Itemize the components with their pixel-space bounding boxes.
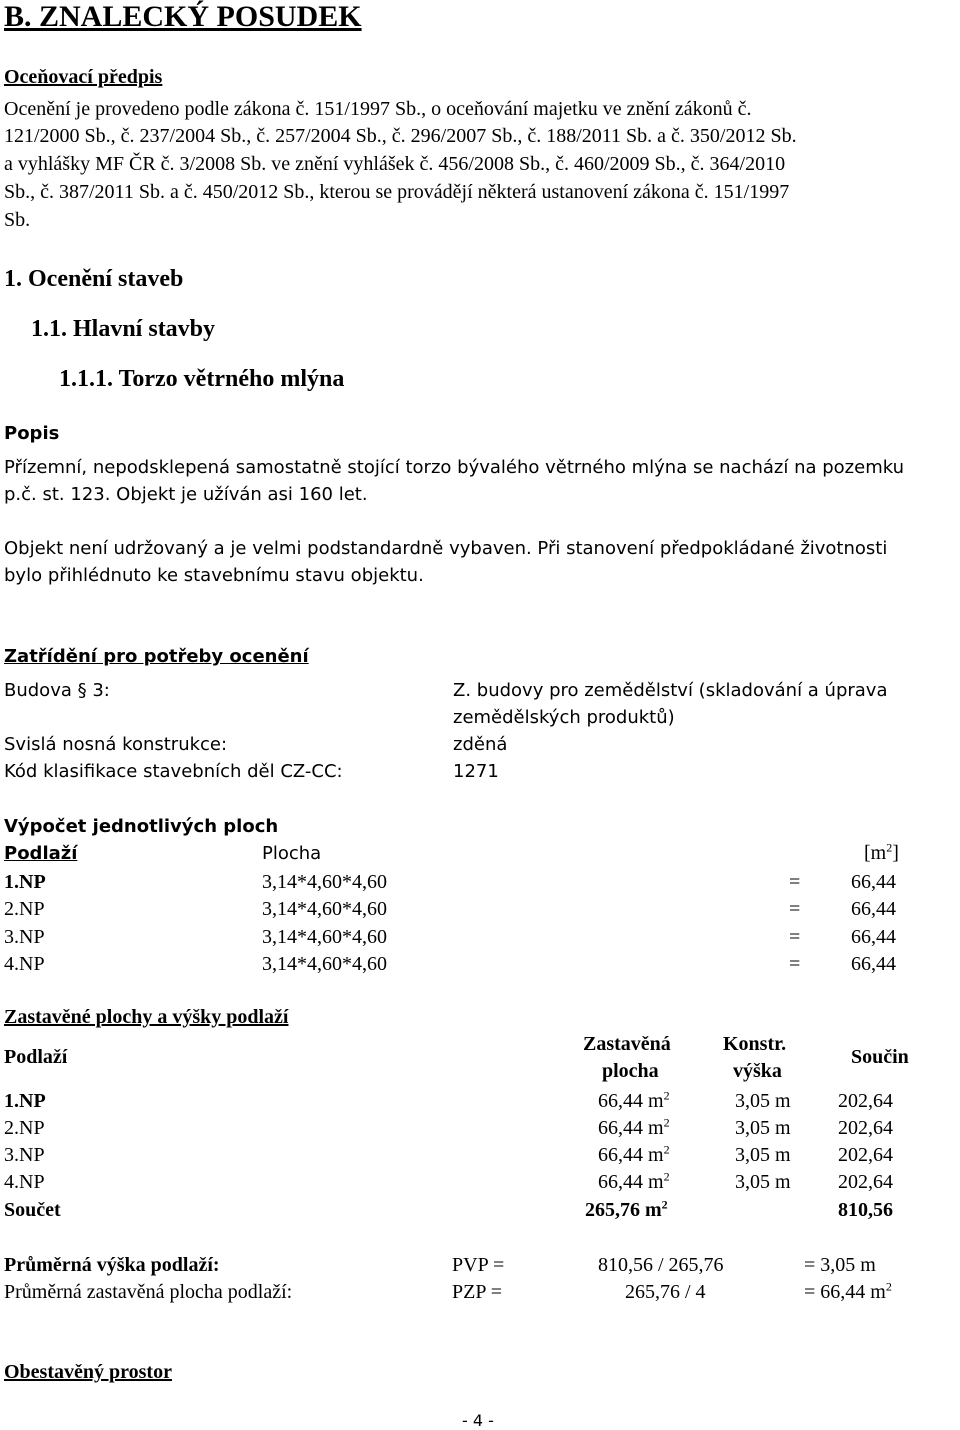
description-line: Přízemní, nepodsklepená samostatně stojící torzo bývalého větrného mlýna se nachází na pozemku xyxy=(4,457,905,478)
areas-row xyxy=(0,898,960,926)
built-up-row-floor: 3.NP xyxy=(4,1144,45,1166)
avg-height-row xyxy=(0,1254,960,1282)
built-up-row-product: 202,64 xyxy=(838,1117,893,1139)
built-up-heading: Zastavěné plochy a výšky podlaží xyxy=(4,1006,289,1028)
built-up-row-height: 3,05 m xyxy=(735,1090,791,1112)
built-up-row xyxy=(0,1144,960,1172)
areas-row-formula: 3,14*4,60*4,60 xyxy=(262,871,387,893)
areas-row-value: 66,44 xyxy=(851,871,896,893)
valuation-basis-line: Sb. xyxy=(4,209,31,231)
avg-area-row xyxy=(0,1281,960,1309)
valuation-basis-line: 121/2000 Sb., č. 237/2004 Sb., č. 257/2004 Sb., č. 296/2007 Sb., č. 188/2011 Sb. a č. 350/2012 Sb. xyxy=(4,125,797,147)
built-up-col-floor: Podlaží xyxy=(4,1046,68,1068)
built-up-col-product: Součin xyxy=(851,1046,909,1068)
avg-height-label: Průměrná výška podlaží: xyxy=(4,1254,220,1276)
built-up-row-product: 202,64 xyxy=(838,1171,893,1193)
areas-row-floor: 1.NP xyxy=(4,871,46,893)
description-line: Objekt není udržovaný a je velmi podstandardně vybaven. Při stanovení předpokládané životnosti xyxy=(4,538,888,559)
document-title: B. ZNALECKÝ POSUDEK xyxy=(4,0,362,33)
built-up-row-area: 66,44 $m^2$ xyxy=(598,1142,670,1166)
built-up-row-area: 66,44 $m^2$ xyxy=(598,1169,670,1193)
built-up-row-floor: 4.NP xyxy=(4,1171,45,1193)
section-heading-windmill: 1.1.1. Torzo větrného mlýna xyxy=(59,366,345,392)
valuation-basis-heading: Oceňovací předpis xyxy=(4,66,163,88)
avg-height-result: = 3,05 m xyxy=(804,1254,876,1276)
built-up-row-floor: 2.NP xyxy=(4,1117,45,1139)
avg-height-code: PVP = xyxy=(452,1254,505,1276)
built-up-row-product: 202,64 xyxy=(838,1090,893,1112)
enclosed-space-heading: Obestavěný prostor xyxy=(4,1361,172,1383)
classification-heading: Zatřídění pro potřeby ocenění xyxy=(4,646,309,667)
classification-building-value: Z. budovy pro zemědělství (skladování a úprava xyxy=(453,680,888,701)
areas-row-eq: = xyxy=(789,898,801,920)
built-up-sum-product: 810,56 xyxy=(838,1199,893,1221)
areas-row-eq: = xyxy=(789,926,801,948)
avg-area-calc: 265,76 / 4 xyxy=(625,1281,706,1303)
classification-building-value: zemědělských produktů) xyxy=(453,707,675,728)
valuation-basis-line: a vyhlášky MF ČR č. 3/2008 Sb. ve znění vyhlášek č. 456/2008 Sb., č. 460/2009 Sb., č. 364/2010 xyxy=(4,153,786,175)
areas-row xyxy=(0,871,960,899)
areas-header-row xyxy=(0,842,960,870)
built-up-row-floor: 1.NP xyxy=(4,1090,46,1112)
areas-row-floor: 2.NP xyxy=(4,898,45,920)
avg-area-result: = 66,44 $m^2$ xyxy=(804,1279,892,1303)
description-line: p.č. st. 123. Objekt je užíván asi 160 let. xyxy=(4,484,368,505)
classification-building-label: Budova § 3: xyxy=(4,680,110,701)
built-up-row-height: 3,05 m xyxy=(735,1144,791,1166)
valuation-basis-line: Sb., č. 387/2011 Sb. a č. 450/2012 Sb., kterou se provádějí některá ustanovení zákona č. 151/1997 xyxy=(4,181,790,203)
avg-height-calc: 810,56 / 265,76 xyxy=(598,1254,724,1276)
built-up-sum-row xyxy=(0,1199,960,1227)
valuation-basis-line: Ocenění je provedeno podle zákona č. 151/1997 Sb., o oceňování majetku ve znění zákonů č. xyxy=(4,98,752,120)
areas-row-formula: 3,14*4,60*4,60 xyxy=(262,926,387,948)
built-up-sum-area: 265,76 $m^2$ xyxy=(585,1197,668,1221)
classification-construction-value: zděná xyxy=(453,734,508,755)
avg-area-code: PZP = xyxy=(452,1281,502,1303)
areas-heading: Výpočet jednotlivých ploch xyxy=(4,816,279,837)
section-heading-main-buildings: 1.1. Hlavní stavby xyxy=(31,316,216,342)
areas-row-value: 66,44 xyxy=(851,926,896,948)
built-up-col-height: výška xyxy=(733,1060,782,1082)
built-up-row-area: 66,44 $m^2$ xyxy=(598,1115,670,1139)
built-up-col-area: Zastavěná xyxy=(583,1033,671,1055)
areas-row xyxy=(0,953,960,981)
built-up-col-area: plocha xyxy=(602,1060,659,1082)
areas-row-formula: 3,14*4,60*4,60 xyxy=(262,953,387,975)
section-heading-buildings: 1. Ocenění staveb xyxy=(4,266,184,292)
classification-construction-label: Svislá nosná konstrukce: xyxy=(4,734,228,755)
areas-row-formula: 3,14*4,60*4,60 xyxy=(262,898,387,920)
areas-row-eq: = xyxy=(789,871,801,893)
built-up-col-height: Konstr. xyxy=(723,1033,787,1055)
built-up-row xyxy=(0,1171,960,1199)
page-number: - 4 - xyxy=(462,1411,494,1430)
areas-row-eq: = xyxy=(789,953,801,975)
areas-row-floor: 3.NP xyxy=(4,926,45,948)
built-up-sum-label: Součet xyxy=(4,1199,61,1221)
built-up-row xyxy=(0,1090,960,1118)
built-up-row xyxy=(0,1117,960,1145)
areas-col-unit: $[m^2]$ xyxy=(864,840,899,864)
areas-col-floor: Podlaží xyxy=(4,843,78,864)
classification-code-value: 1271 xyxy=(453,761,499,782)
areas-row-value: 66,44 xyxy=(851,898,896,920)
built-up-row-product: 202,64 xyxy=(838,1144,893,1166)
built-up-row-height: 3,05 m xyxy=(735,1171,791,1193)
description-line: bylo přihlédnuto ke stavebnímu stavu objektu. xyxy=(4,565,424,586)
description-heading: Popis xyxy=(4,423,60,444)
areas-row-floor: 4.NP xyxy=(4,953,45,975)
built-up-row-area: 66,44 $m^2$ xyxy=(598,1088,670,1112)
areas-row-value: 66,44 xyxy=(851,953,896,975)
built-up-row-height: 3,05 m xyxy=(735,1117,791,1139)
areas-col-area: Plocha xyxy=(262,843,322,864)
avg-area-label: Průměrná zastavěná plocha podlaží: xyxy=(4,1281,293,1303)
areas-row xyxy=(0,926,960,954)
classification-code-label: Kód klasifikace stavebních děl CZ-CC: xyxy=(4,761,343,782)
